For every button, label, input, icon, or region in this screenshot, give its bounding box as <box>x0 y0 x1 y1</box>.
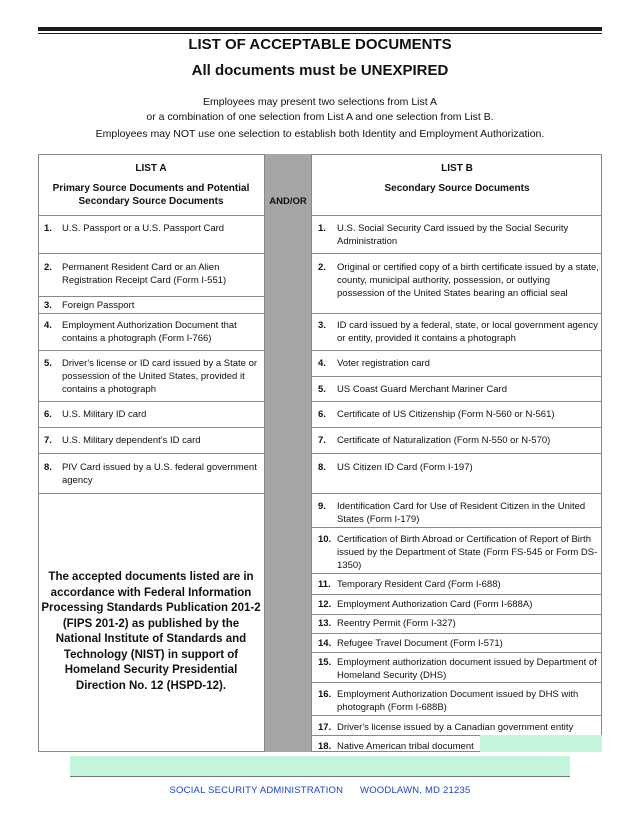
list-a-title: LIST A <box>135 163 167 174</box>
nist-note: The accepted documents listed are in accordance with Federal Information Processing Standards Publication 201-2 (FIPS 201-2) as published by the National Institute of Standards and Technology (NIST) in support of Homeland Security Presidential Direction No. 12 (HSPD-12). <box>41 571 261 692</box>
item-text: ID card issued by a federal, state, or local government agency or entity, provided it contains a photograph <box>337 320 598 344</box>
intro-line-2: or a combination of one selection from List A and one selection from List B. <box>146 111 494 123</box>
item-text: Original or certified copy of a birth certificate issued by a state, county, municipal authority, possession, or outlying possession of the United States bearing an official seal <box>337 262 599 299</box>
item-text: Certification of Birth Abroad or Certification of Report of Birth issued by the Department of State (Form FS-545 or Form DS-1350) <box>337 534 598 571</box>
item-number: 5. <box>44 358 52 369</box>
row-divider <box>312 573 602 574</box>
item-number: 12. <box>318 599 332 610</box>
item-number: 9. <box>318 501 326 512</box>
item-text: U.S. Social Security Card issued by the Social Security Administration <box>337 223 569 247</box>
item-text: Refugee Travel Document (Form I-571) <box>337 638 503 649</box>
item-number: 4. <box>318 358 326 369</box>
page-subtitle: All documents must be UNEXPIRED <box>191 62 449 79</box>
top-rule-thin <box>38 33 602 34</box>
row-divider <box>312 453 602 454</box>
item-number: 1. <box>44 223 52 234</box>
item-number: 7. <box>44 435 52 446</box>
item-number: 11. <box>318 579 331 590</box>
row-divider <box>312 253 602 254</box>
row-divider <box>312 401 602 402</box>
row-divider <box>312 313 602 314</box>
list-a-subtitle: Primary Source Documents and Potential Secondary Source Documents <box>52 183 250 207</box>
item-number: 7. <box>318 435 326 446</box>
item-text: PIV Card issued by a U.S. federal government agency <box>62 462 257 486</box>
and-or-label: AND/OR <box>269 196 307 207</box>
row-divider <box>38 313 264 314</box>
footer <box>0 785 640 796</box>
item-number: 6. <box>318 409 326 420</box>
page-title: LIST OF ACCEPTABLE DOCUMENTS <box>188 36 452 53</box>
item-text: Employment Authorization Document that contains a photograph (Form I-766) <box>62 320 237 344</box>
list-b-subtitle: Secondary Source Documents <box>384 183 530 194</box>
row-divider <box>312 350 602 351</box>
row-divider <box>38 493 264 494</box>
top-rule <box>38 27 602 31</box>
row-divider <box>312 614 602 615</box>
row-divider <box>312 376 602 377</box>
item-text: U.S. Passport or a U.S. Passport Card <box>62 223 225 234</box>
item-text: Foreign Passport <box>62 300 135 311</box>
item-number: 4. <box>44 320 52 331</box>
item-number: 15. <box>318 657 332 668</box>
highlight-band <box>70 756 570 777</box>
item-text: Employment Authorization Document issued by DHS with photograph (Form I-688B) <box>337 689 579 713</box>
item-number: 5. <box>318 384 326 395</box>
row-divider <box>312 633 602 634</box>
row-divider <box>312 427 602 428</box>
row-divider <box>312 594 602 595</box>
item-text: US Citizen ID Card (Form I-197) <box>337 462 473 473</box>
row-divider <box>312 682 602 683</box>
item-text: Certificate of US Citizenship (Form N-560 or N-561) <box>337 409 555 420</box>
item-number: 2. <box>44 262 52 273</box>
item-text: Driver's license issued by a Canadian government entity <box>337 722 574 733</box>
item-number: 18. <box>318 741 332 752</box>
item-text: Certificate of Naturalization (Form N-550 or N-570) <box>337 435 551 446</box>
item-number: 3. <box>44 300 52 311</box>
item-number: 17. <box>318 722 332 733</box>
item-number: 14. <box>318 638 332 649</box>
item-number: 13. <box>318 618 332 629</box>
and-or-column <box>264 154 312 752</box>
row-divider <box>38 350 264 351</box>
item-text: U.S. Military dependent's ID card <box>62 435 201 446</box>
row-divider <box>38 296 264 297</box>
item-text: Permanent Resident Card or an Alien Registration Receipt Card (Form I-551) <box>62 262 227 286</box>
item-text: Employment Authorization Card (Form I-688A) <box>337 599 533 610</box>
row-divider <box>312 527 602 528</box>
item-number: 1. <box>318 223 326 234</box>
intro-text <box>0 95 640 125</box>
item-text: US Coast Guard Merchant Mariner Card <box>337 384 508 395</box>
item-number: 6. <box>44 409 52 420</box>
item-number: 8. <box>318 462 326 473</box>
item-text: Voter registration card <box>337 358 430 369</box>
row-divider <box>312 652 602 653</box>
item-number: 2. <box>318 262 326 273</box>
item-number: 8. <box>44 462 52 473</box>
item-text: Temporary Resident Card (Form I-688) <box>337 579 501 590</box>
item-text: Employment authorization document issued by Department of Homeland Security (DHS) <box>337 657 597 681</box>
row-divider <box>312 215 602 216</box>
item-text: U.S. Military ID card <box>62 409 147 420</box>
item-text: Identification Card for Use of Resident Citizen in the United States (Form I-179) <box>337 501 586 525</box>
intro-line-1: Employees may present two selections from List A <box>202 96 437 108</box>
item-number: 16. <box>318 689 332 700</box>
item-text: Driver's license or ID card issued by a State or possession of the United States, provided it contains a photograph <box>62 358 258 395</box>
row-divider <box>38 453 264 454</box>
item-number: 3. <box>318 320 326 331</box>
row-divider <box>38 253 264 254</box>
row-divider <box>38 427 264 428</box>
row-divider <box>312 715 602 716</box>
row-divider <box>38 401 264 402</box>
footer-location: WOODLAWN, MD 21235 <box>360 785 471 796</box>
list-b-title: LIST B <box>441 163 473 174</box>
item-text: Reentry Permit (Form I-327) <box>337 618 456 629</box>
intro-line-3: Employees may NOT use one selection to establish both Identity and Employment Authorization. <box>95 128 545 140</box>
footer-agency: SOCIAL SECURITY ADMINISTRATION <box>169 785 344 796</box>
row-divider <box>312 493 602 494</box>
row-divider <box>38 215 264 216</box>
item-text: Native American tribal document <box>337 741 474 752</box>
item-number: 10. <box>318 534 332 545</box>
